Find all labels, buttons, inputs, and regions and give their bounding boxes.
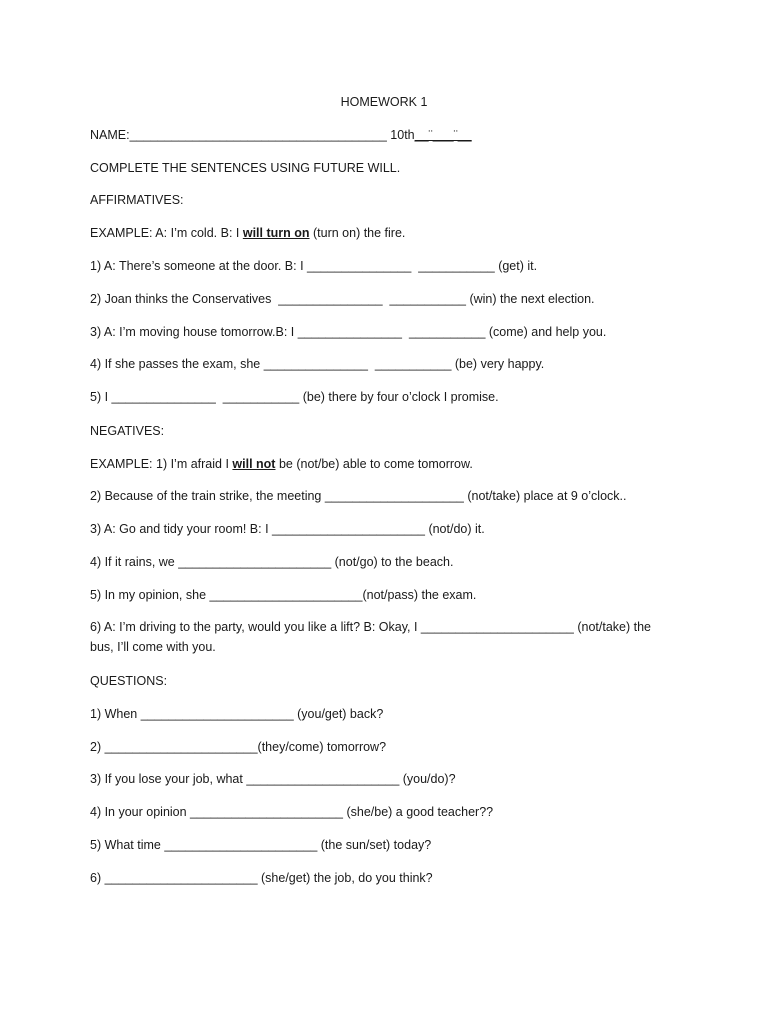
name-field-label: NAME:_____________________________________: [90, 128, 387, 142]
question-item: 5) What time ______________________ (the sun/set) today?: [90, 838, 432, 852]
negative-item: 2) Because of the train strike, the meeting ____________________ (not/take) place at 9 o’clock..: [90, 489, 627, 503]
affirmative-item: 4) If she passes the exam, she _______________ ___________ (be) very happy.: [90, 357, 545, 371]
example-text: (turn on) the fire.: [309, 226, 406, 240]
grade-blank: __¨___¨__: [414, 128, 472, 142]
affirmative-item: 2) Joan thinks the Conservatives _______________ ___________ (win) the next election.: [90, 292, 595, 306]
instructions: COMPLETE THE SENTENCES USING FUTURE WILL.: [90, 161, 401, 175]
negatives-heading: NEGATIVES:: [90, 424, 165, 438]
question-item: 1) When ______________________ (you/get) back?: [90, 707, 384, 721]
affirmatives-heading: AFFIRMATIVES:: [90, 193, 184, 207]
affirmative-item: 5) I _______________ ___________ (be) there by four o’clock I promise.: [90, 390, 499, 404]
question-item: 2) ______________________(they/come) tomorrow?: [90, 740, 387, 754]
question-item: 3) If you lose your job, what ______________________ (you/do)?: [90, 772, 456, 786]
example-text: EXAMPLE: 1) I’m afraid I: [90, 457, 233, 471]
grade-label: 10th: [390, 128, 415, 142]
questions-heading: QUESTIONS:: [90, 674, 168, 688]
question-item: 6) ______________________ (she/get) the job, do you think?: [90, 871, 433, 885]
negative-item: 6) A: I’m driving to the party, would you like a lift? B: Okay, I ______________________ (not/take) the bus, I’ll come with you.: [90, 620, 651, 654]
example-text: EXAMPLE: A: I’m cold. B: I: [90, 226, 243, 240]
example-answer: will turn on: [242, 226, 310, 240]
negative-item: 4) If it rains, we ______________________ (not/go) to the beach.: [90, 555, 454, 569]
affirmatives-example: [90, 225, 405, 241]
negative-item: 5) In my opinion, she ______________________(not/pass) the exam.: [90, 588, 477, 602]
page-title: HOMEWORK 1: [340, 95, 428, 109]
example-answer: will not: [232, 457, 276, 471]
negatives-example: [90, 456, 473, 472]
question-item: 4) In your opinion ______________________ (she/be) a good teacher??: [90, 805, 494, 819]
example-text: be (not/be) able to come tomorrow.: [275, 457, 473, 471]
negative-item: 3) A: Go and tidy your room! B: I ______________________ (not/do) it.: [90, 522, 485, 536]
affirmative-item: 3) A: I’m moving house tomorrow.B: I _______________ ___________ (come) and help you.: [90, 325, 607, 339]
affirmative-item: 1) A: There’s someone at the door. B: I _______________ ___________ (get) it.: [90, 259, 538, 273]
name-line: [90, 127, 472, 143]
